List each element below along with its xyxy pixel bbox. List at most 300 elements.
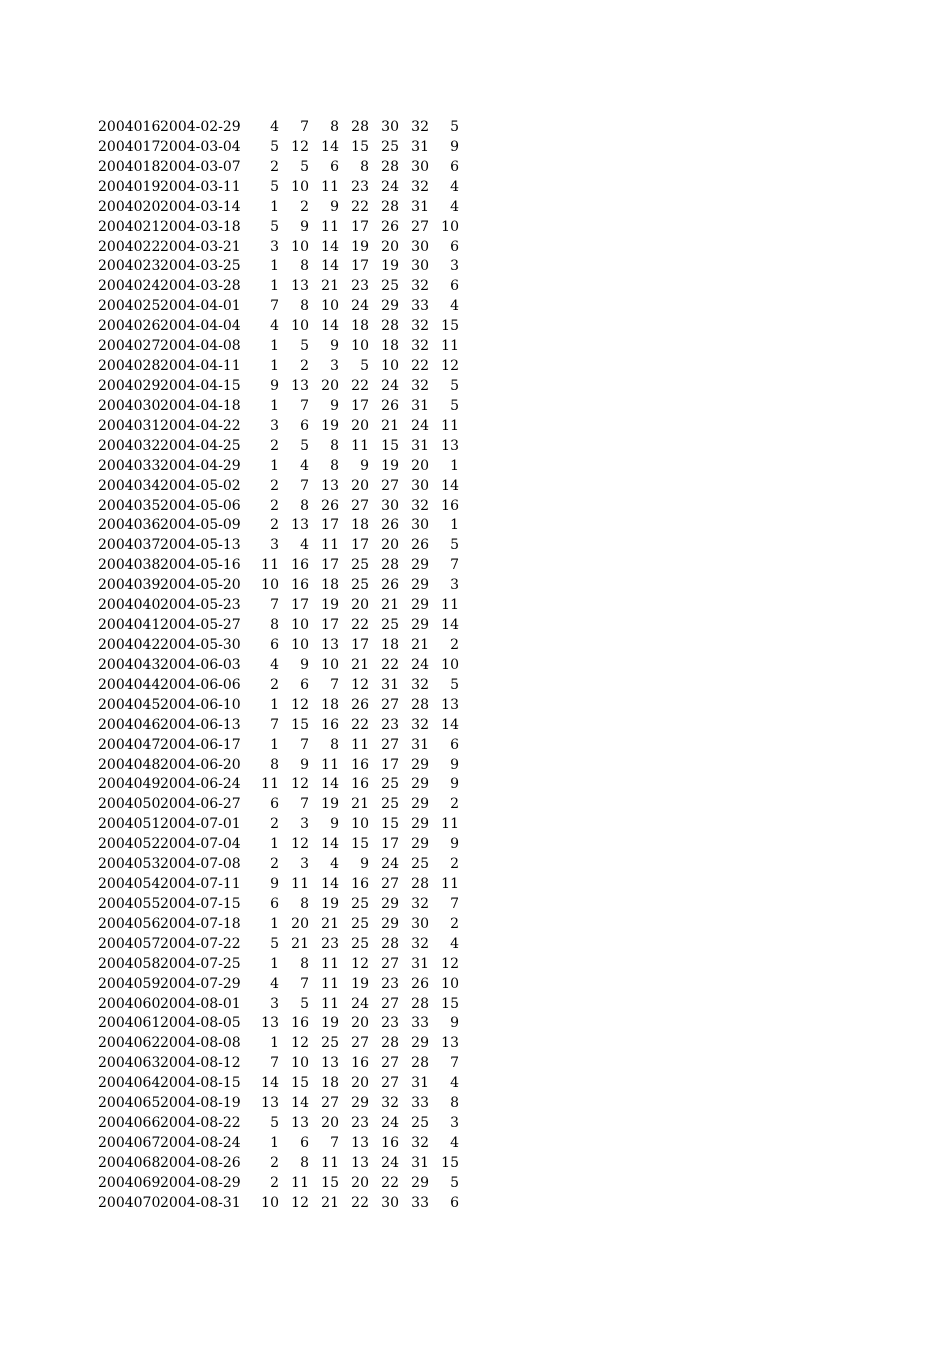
special-number-cell: 6 (450, 736, 459, 753)
number-3-cell: 18 (321, 1075, 339, 1092)
number-4-cell: 24 (351, 995, 369, 1012)
number-6-cell: 21 (411, 636, 429, 653)
issue-number-cell: 2004039 (98, 577, 161, 594)
number-4-cell: 21 (351, 656, 369, 673)
number-1-cell: 5 (270, 138, 279, 155)
number-1-cell: 4 (270, 119, 279, 135)
number-4-cell: 22 (351, 716, 369, 733)
number-4-cell: 25 (351, 915, 369, 932)
number-6-cell: 30 (411, 915, 429, 932)
issue-number-cell: 2004022 (98, 238, 161, 255)
number-4-cell: 25 (351, 557, 369, 574)
special-number-cell: 15 (441, 995, 459, 1012)
number-4-cell: 28 (351, 119, 369, 135)
special-number-cell: 6 (450, 238, 459, 255)
number-4-cell: 20 (351, 1075, 369, 1092)
number-1-cell: 10 (261, 1194, 279, 1211)
special-number-cell: 4 (450, 1075, 459, 1092)
draw-date-cell: 2004-04-25 (160, 437, 241, 454)
issue-number-cell: 2004049 (98, 776, 161, 793)
number-4-cell: 12 (351, 676, 369, 693)
draw-date-cell: 2004-04-29 (160, 457, 241, 474)
issue-number-cell: 2004025 (98, 298, 161, 315)
number-1-cell: 7 (270, 716, 279, 733)
special-number-cell: 4 (450, 1135, 459, 1152)
number-2-cell: 10 (291, 636, 309, 653)
draw-date-cell: 2004-03-07 (160, 158, 241, 175)
number-5-cell: 17 (381, 756, 399, 773)
number-1-cell: 3 (270, 537, 279, 554)
special-number-cell: 15 (441, 318, 459, 335)
issue-number-cell: 2004035 (98, 497, 161, 514)
issue-number-cell: 2004057 (98, 935, 161, 952)
number-2-cell: 5 (300, 995, 309, 1012)
number-6-cell: 25 (411, 1115, 429, 1132)
special-number-cell: 9 (450, 776, 459, 793)
special-number-cell: 3 (450, 577, 459, 594)
number-2-cell: 13 (291, 377, 309, 394)
special-number-cell: 1 (450, 457, 459, 474)
special-number-cell: 5 (450, 119, 459, 135)
special-number-cell: 15 (441, 1154, 459, 1171)
special-number-cell: 4 (450, 298, 459, 315)
number-3-cell: 25 (321, 1035, 339, 1052)
number-4-cell: 5 (360, 358, 369, 375)
number-4-cell: 25 (351, 935, 369, 952)
number-4-cell: 22 (351, 617, 369, 634)
number-2-cell: 12 (291, 776, 309, 793)
draw-date-cell: 2004-05-27 (160, 617, 241, 634)
number-3-cell: 18 (321, 696, 339, 713)
number-3-cell: 11 (321, 995, 339, 1012)
issue-number-cell: 2004055 (98, 895, 161, 912)
number-5-cell: 15 (381, 437, 399, 454)
number-2-cell: 8 (300, 1154, 309, 1171)
number-5-cell: 27 (381, 477, 399, 494)
number-6-cell: 28 (411, 696, 429, 713)
number-2-cell: 14 (291, 1095, 309, 1112)
number-1-cell: 6 (270, 895, 279, 912)
draw-date-cell: 2004-04-15 (160, 377, 241, 394)
number-5-cell: 27 (381, 955, 399, 972)
number-6-cell: 31 (411, 437, 429, 454)
special-number-cell: 14 (441, 477, 459, 494)
number-6-cell: 32 (411, 278, 429, 295)
issue-number-cell: 2004066 (98, 1115, 161, 1132)
number-4-cell: 16 (351, 876, 369, 893)
number-1-cell: 1 (270, 457, 279, 474)
number-5-cell: 24 (381, 178, 399, 195)
draw-date-cell: 2004-06-03 (160, 656, 241, 673)
number-3-cell: 9 (330, 397, 339, 414)
draw-date-cell: 2004-04-11 (160, 358, 241, 375)
number-5-cell: 25 (381, 776, 399, 793)
issue-number-cell: 2004068 (98, 1154, 161, 1171)
number-3-cell: 26 (321, 497, 339, 514)
number-4-cell: 10 (351, 816, 369, 833)
number-3-cell: 19 (321, 597, 339, 614)
number-5-cell: 28 (381, 1035, 399, 1052)
number-1-cell: 2 (270, 158, 279, 175)
number-1-cell: 2 (270, 1154, 279, 1171)
number-6-cell: 26 (411, 537, 429, 554)
draw-date-cell: 2004-03-11 (160, 178, 241, 195)
issue-number-cell: 2004070 (98, 1194, 161, 1211)
number-3-cell: 15 (321, 1174, 339, 1191)
issue-number-cell: 2004036 (98, 517, 161, 534)
special-number-cell: 9 (450, 836, 459, 853)
number-4-cell: 13 (351, 1135, 369, 1152)
number-6-cell: 32 (411, 119, 429, 135)
number-2-cell: 12 (291, 138, 309, 155)
issue-number-cell: 2004048 (98, 756, 161, 773)
issue-number-cell: 2004067 (98, 1135, 161, 1152)
number-2-cell: 10 (291, 238, 309, 255)
number-1-cell: 4 (270, 656, 279, 673)
number-1-cell: 14 (261, 1075, 279, 1092)
number-3-cell: 13 (321, 477, 339, 494)
special-number-cell: 5 (450, 377, 459, 394)
number-6-cell: 29 (411, 557, 429, 574)
number-6-cell: 29 (411, 776, 429, 793)
draw-date-cell: 2004-04-18 (160, 397, 241, 414)
number-5-cell: 24 (381, 377, 399, 394)
number-3-cell: 18 (321, 577, 339, 594)
number-2-cell: 7 (300, 397, 309, 414)
issue-number-cell: 2004017 (98, 138, 161, 155)
number-6-cell: 30 (411, 238, 429, 255)
number-4-cell: 22 (351, 198, 369, 215)
number-2-cell: 15 (291, 1075, 309, 1092)
number-5-cell: 24 (381, 856, 399, 873)
number-5-cell: 15 (381, 816, 399, 833)
number-6-cell: 31 (411, 955, 429, 972)
special-number-cell: 5 (450, 537, 459, 554)
number-5-cell: 18 (381, 338, 399, 355)
draw-date-cell: 2004-03-18 (160, 218, 241, 235)
number-2-cell: 16 (291, 557, 309, 574)
number-6-cell: 22 (411, 358, 429, 375)
number-4-cell: 8 (360, 158, 369, 175)
number-4-cell: 25 (351, 577, 369, 594)
number-1-cell: 1 (270, 915, 279, 932)
issue-number-cell: 2004046 (98, 716, 161, 733)
number-5-cell: 28 (381, 198, 399, 215)
number-1-cell: 5 (270, 935, 279, 952)
number-2-cell: 13 (291, 278, 309, 295)
number-3-cell: 7 (330, 1135, 339, 1152)
number-4-cell: 18 (351, 318, 369, 335)
number-2-cell: 6 (300, 676, 309, 693)
number-5-cell: 31 (381, 676, 399, 693)
number-6-cell: 29 (411, 1174, 429, 1191)
issue-number-cell: 2004047 (98, 736, 161, 753)
number-2-cell: 8 (300, 298, 309, 315)
number-4-cell: 20 (351, 1174, 369, 1191)
special-number-cell: 13 (441, 1035, 459, 1052)
number-6-cell: 25 (411, 856, 429, 873)
number-2-cell: 5 (300, 437, 309, 454)
number-3-cell: 11 (321, 178, 339, 195)
draw-date-cell: 2004-06-10 (160, 696, 241, 713)
special-number-cell: 3 (450, 1115, 459, 1132)
number-5-cell: 24 (381, 1154, 399, 1171)
number-4-cell: 17 (351, 218, 369, 235)
number-2-cell: 7 (300, 477, 309, 494)
number-4-cell: 26 (351, 696, 369, 713)
draw-date-cell: 2004-08-31 (160, 1194, 241, 1211)
draw-date-cell: 2004-07-11 (160, 876, 241, 893)
number-1-cell: 1 (270, 1035, 279, 1052)
draw-date-cell: 2004-05-20 (160, 577, 241, 594)
number-4-cell: 13 (351, 1154, 369, 1171)
special-number-cell: 9 (450, 1015, 459, 1032)
number-1-cell: 4 (270, 318, 279, 335)
number-5-cell: 27 (381, 876, 399, 893)
special-number-cell: 7 (450, 1055, 459, 1072)
number-6-cell: 33 (411, 1194, 429, 1211)
number-6-cell: 31 (411, 138, 429, 155)
number-4-cell: 20 (351, 1015, 369, 1032)
number-4-cell: 22 (351, 377, 369, 394)
number-3-cell: 4 (330, 856, 339, 873)
special-number-cell: 14 (441, 617, 459, 634)
number-5-cell: 10 (381, 358, 399, 375)
number-4-cell: 11 (351, 437, 369, 454)
number-5-cell: 25 (381, 617, 399, 634)
number-5-cell: 30 (381, 1194, 399, 1211)
special-number-cell: 2 (450, 796, 459, 813)
issue-number-cell: 2004023 (98, 258, 161, 275)
special-number-cell: 8 (450, 1095, 459, 1112)
number-3-cell: 20 (321, 377, 339, 394)
number-5-cell: 18 (381, 636, 399, 653)
special-number-cell: 5 (450, 1174, 459, 1191)
number-3-cell: 14 (321, 876, 339, 893)
number-6-cell: 32 (411, 895, 429, 912)
number-1-cell: 6 (270, 796, 279, 813)
number-3-cell: 8 (330, 457, 339, 474)
number-5-cell: 20 (381, 238, 399, 255)
special-number-cell: 13 (441, 696, 459, 713)
number-5-cell: 16 (381, 1135, 399, 1152)
number-6-cell: 31 (411, 198, 429, 215)
number-2-cell: 16 (291, 1015, 309, 1032)
special-number-cell: 11 (441, 417, 459, 434)
number-3-cell: 8 (330, 736, 339, 753)
number-1-cell: 3 (270, 238, 279, 255)
special-number-cell: 7 (450, 557, 459, 574)
number-4-cell: 9 (360, 856, 369, 873)
special-number-cell: 12 (441, 955, 459, 972)
number-4-cell: 20 (351, 477, 369, 494)
draw-date-cell: 2004-08-24 (160, 1135, 241, 1152)
number-5-cell: 26 (381, 577, 399, 594)
number-4-cell: 20 (351, 597, 369, 614)
special-number-cell: 2 (450, 636, 459, 653)
draw-date-cell: 2004-07-25 (160, 955, 241, 972)
special-number-cell: 6 (450, 158, 459, 175)
number-1-cell: 1 (270, 338, 279, 355)
number-6-cell: 32 (411, 676, 429, 693)
number-2-cell: 15 (291, 716, 309, 733)
issue-number-cell: 2004069 (98, 1174, 161, 1191)
number-5-cell: 23 (381, 975, 399, 992)
number-5-cell: 17 (381, 836, 399, 853)
number-5-cell: 28 (381, 557, 399, 574)
issue-number-cell: 2004044 (98, 676, 161, 693)
issue-number-cell: 2004040 (98, 597, 161, 614)
number-2-cell: 10 (291, 1055, 309, 1072)
number-1-cell: 13 (261, 1015, 279, 1032)
number-5-cell: 25 (381, 796, 399, 813)
number-5-cell: 30 (381, 497, 399, 514)
number-5-cell: 19 (381, 457, 399, 474)
number-5-cell: 24 (381, 1115, 399, 1132)
issue-number-cell: 2004029 (98, 377, 161, 394)
special-number-cell: 6 (450, 1194, 459, 1211)
draw-date-cell: 2004-05-30 (160, 636, 241, 653)
number-1-cell: 7 (270, 1055, 279, 1072)
number-3-cell: 9 (330, 816, 339, 833)
special-number-cell: 6 (450, 278, 459, 295)
number-3-cell: 14 (321, 836, 339, 853)
number-6-cell: 26 (411, 975, 429, 992)
number-2-cell: 7 (300, 736, 309, 753)
number-6-cell: 28 (411, 876, 429, 893)
number-3-cell: 3 (330, 358, 339, 375)
number-2-cell: 13 (291, 517, 309, 534)
number-6-cell: 32 (411, 318, 429, 335)
number-4-cell: 29 (351, 1095, 369, 1112)
number-5-cell: 21 (381, 417, 399, 434)
number-4-cell: 24 (351, 298, 369, 315)
number-3-cell: 6 (330, 158, 339, 175)
number-3-cell: 11 (321, 537, 339, 554)
number-4-cell: 18 (351, 517, 369, 534)
draw-date-cell: 2004-06-27 (160, 796, 241, 813)
number-1-cell: 1 (270, 258, 279, 275)
number-6-cell: 32 (411, 338, 429, 355)
issue-number-cell: 2004042 (98, 636, 161, 653)
number-6-cell: 32 (411, 1135, 429, 1152)
number-3-cell: 21 (321, 1194, 339, 1211)
number-3-cell: 19 (321, 1015, 339, 1032)
number-5-cell: 26 (381, 218, 399, 235)
issue-number-cell: 2004032 (98, 437, 161, 454)
number-4-cell: 16 (351, 776, 369, 793)
issue-number-cell: 2004024 (98, 278, 161, 295)
number-6-cell: 33 (411, 1095, 429, 1112)
draw-date-cell: 2004-04-04 (160, 318, 241, 335)
number-1-cell: 1 (270, 397, 279, 414)
number-3-cell: 21 (321, 278, 339, 295)
issue-number-cell: 2004018 (98, 158, 161, 175)
issue-number-cell: 2004053 (98, 856, 161, 873)
special-number-cell: 5 (450, 676, 459, 693)
number-2-cell: 3 (300, 816, 309, 833)
number-2-cell: 20 (291, 915, 309, 932)
number-1-cell: 8 (270, 756, 279, 773)
number-1-cell: 5 (270, 218, 279, 235)
number-6-cell: 33 (411, 1015, 429, 1032)
number-6-cell: 31 (411, 1154, 429, 1171)
number-3-cell: 9 (330, 198, 339, 215)
draw-date-cell: 2004-04-22 (160, 417, 241, 434)
issue-number-cell: 2004033 (98, 457, 161, 474)
number-1-cell: 8 (270, 617, 279, 634)
number-2-cell: 8 (300, 895, 309, 912)
special-number-cell: 10 (441, 218, 459, 235)
number-2-cell: 8 (300, 955, 309, 972)
number-6-cell: 31 (411, 736, 429, 753)
number-2-cell: 17 (291, 597, 309, 614)
special-number-cell: 10 (441, 975, 459, 992)
number-3-cell: 27 (321, 1095, 339, 1112)
number-3-cell: 8 (330, 437, 339, 454)
draw-date-cell: 2004-03-25 (160, 258, 241, 275)
number-5-cell: 27 (381, 696, 399, 713)
issue-number-cell: 2004043 (98, 656, 161, 673)
issue-number-cell: 2004016 (98, 119, 161, 135)
issue-number-cell: 2004058 (98, 955, 161, 972)
number-2-cell: 12 (291, 696, 309, 713)
number-6-cell: 30 (411, 258, 429, 275)
draw-date-cell: 2004-05-02 (160, 477, 241, 494)
number-4-cell: 25 (351, 895, 369, 912)
number-2-cell: 11 (291, 1174, 309, 1191)
number-5-cell: 28 (381, 318, 399, 335)
number-1-cell: 6 (270, 636, 279, 653)
number-6-cell: 24 (411, 417, 429, 434)
number-2-cell: 10 (291, 178, 309, 195)
special-number-cell: 4 (450, 178, 459, 195)
number-2-cell: 7 (300, 119, 309, 135)
number-1-cell: 1 (270, 198, 279, 215)
number-1-cell: 1 (270, 278, 279, 295)
special-number-cell: 4 (450, 198, 459, 215)
number-4-cell: 17 (351, 537, 369, 554)
draw-date-cell: 2004-08-19 (160, 1095, 241, 1112)
number-6-cell: 33 (411, 298, 429, 315)
number-2-cell: 10 (291, 617, 309, 634)
number-1-cell: 2 (270, 1174, 279, 1191)
draw-date-cell: 2004-05-06 (160, 497, 241, 514)
number-3-cell: 14 (321, 318, 339, 335)
number-5-cell: 28 (381, 158, 399, 175)
number-2-cell: 2 (300, 198, 309, 215)
number-3-cell: 14 (321, 238, 339, 255)
number-4-cell: 22 (351, 1194, 369, 1211)
issue-number-cell: 2004028 (98, 358, 161, 375)
issue-number-cell: 2004030 (98, 397, 161, 414)
number-2-cell: 9 (300, 656, 309, 673)
number-6-cell: 32 (411, 716, 429, 733)
draw-date-cell: 2004-08-26 (160, 1154, 241, 1171)
number-6-cell: 29 (411, 577, 429, 594)
number-3-cell: 23 (321, 935, 339, 952)
number-2-cell: 16 (291, 577, 309, 594)
number-6-cell: 24 (411, 656, 429, 673)
number-1-cell: 1 (270, 696, 279, 713)
issue-number-cell: 2004019 (98, 178, 161, 195)
number-5-cell: 25 (381, 278, 399, 295)
number-5-cell: 22 (381, 656, 399, 673)
special-number-cell: 11 (441, 876, 459, 893)
number-4-cell: 11 (351, 736, 369, 753)
draw-date-cell: 2004-07-18 (160, 915, 241, 932)
number-1-cell: 5 (270, 178, 279, 195)
